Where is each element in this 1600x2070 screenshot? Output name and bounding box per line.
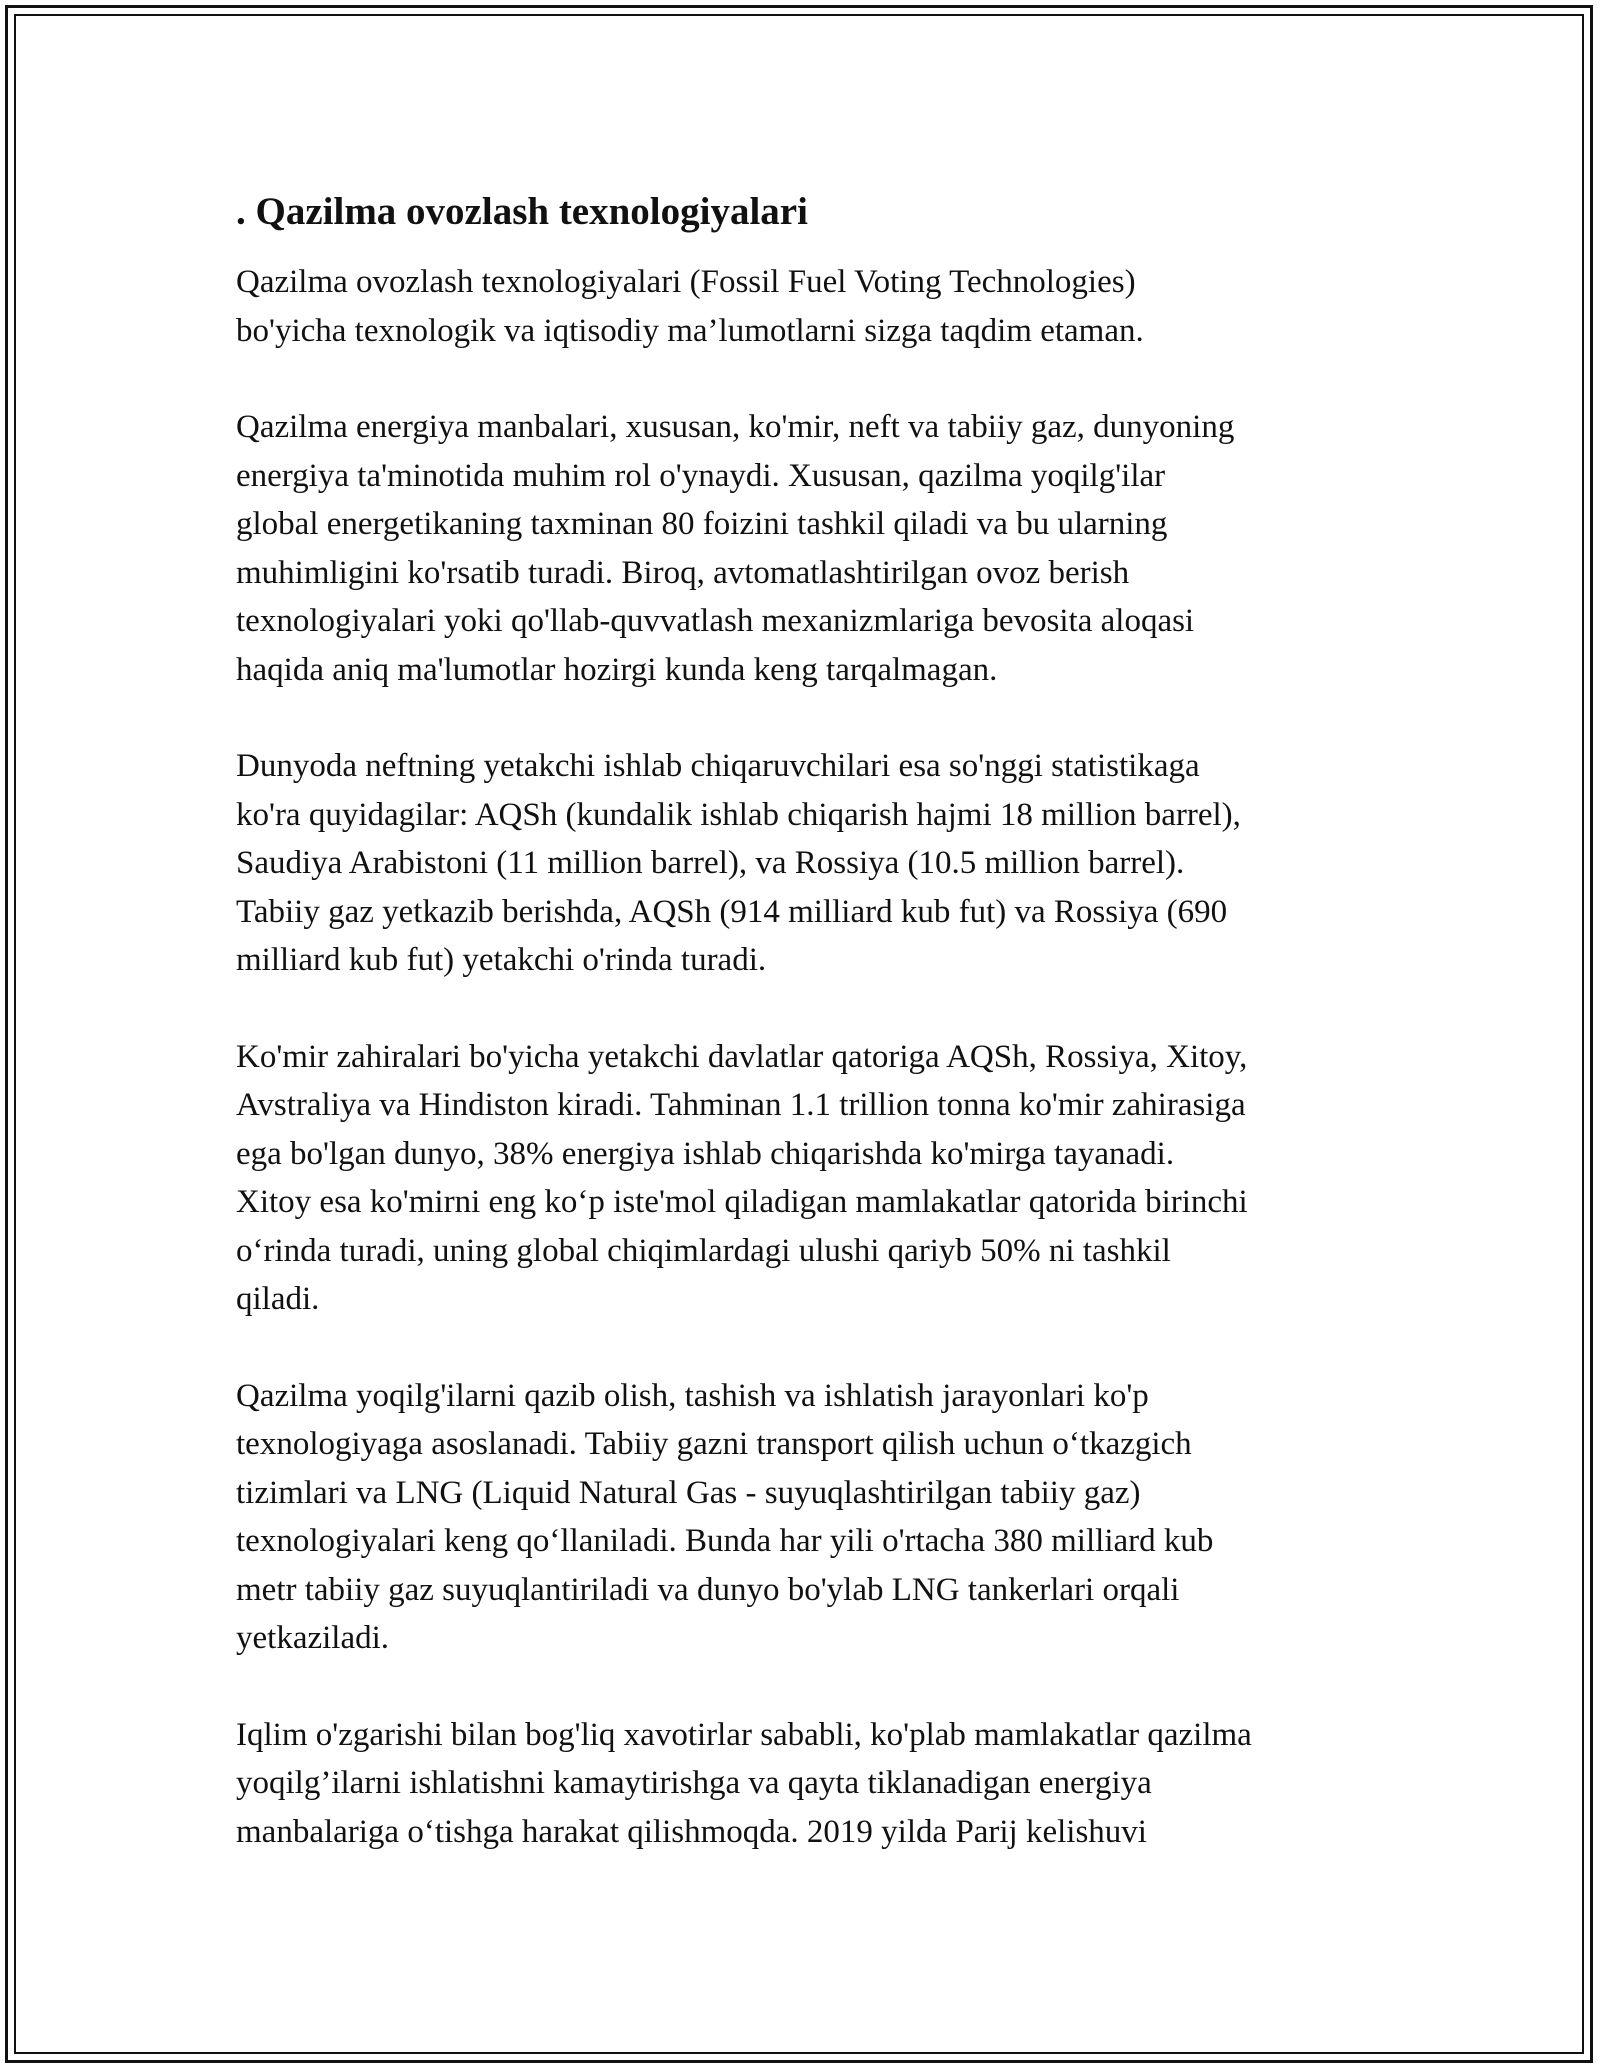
paragraph-line: tizimlari va LNG (Liquid Natural Gas - suyuqlashtirilgan tabiiy gaz) (236, 1474, 1141, 1511)
paragraph-line: bo'yicha texnologik va iqtisodiy ma’lumotlarni sizga taqdim etaman. (236, 312, 1144, 349)
paragraph-line: texnologiyalari keng qo‘llaniladi. Bunda har yili o'rtacha 380 milliard kub (236, 1523, 1214, 1559)
paragraph-line: Iqlim o'zgarishi bilan bog'liq xavotirlar sababli, ko'plab mamlakatlar qazilma (236, 1716, 1252, 1753)
paragraph-line: Ko'mir zahiralari bo'yicha yetakchi davlatlar qatoriga AQSh, Rossiya, Xitoy, (236, 1038, 1248, 1075)
paragraph-line: manbalariga o‘tishga harakat qilishmoqda. 2019 yilda Parij kelishuvi (236, 1813, 1147, 1850)
paragraph-line: Tabiiy gaz yetkazib berishda, AQSh (914 milliard kub fut) va Rossiya (690 (236, 893, 1228, 930)
paragraph-line: yoqilg’ilarni ishlatishni kamaytirishga va qayta tiklanadigan energiya (236, 1765, 1152, 1801)
paragraph-line: energiya ta'minotida muhim rol o'ynaydi. Xususan, qazilma yoqilg'ilar (236, 457, 1166, 494)
paragraph-line: yetkaziladi. (236, 1620, 390, 1656)
paragraph-line: Qazilma energiya manbalari, xususan, ko'mir, neft va tabiiy gaz, dunyoning (236, 409, 1235, 445)
paragraph (236, 258, 1376, 355)
paragraph-line: Avstraliya va Hindiston kiradi. Tahminan 1.1 trillion tonna ko'mir zahirasiga (236, 1087, 1246, 1123)
paragraph-line: qiladi. (236, 1281, 320, 1317)
paragraph-line: texnologiyalari yoki qo'llab-quvvatlash mexanizmlariga bevosita aloqasi (236, 603, 1195, 639)
document-title: . Qazilma ovozlash texnologiyalari (236, 190, 808, 233)
paragraph-line: Qazilma yoqilg'ilarni qazib olish, tashish va ishlatish jarayonlari ko'p (236, 1377, 1149, 1414)
paragraph (236, 1711, 1376, 1857)
paragraph-line: muhimligini ko'rsatib turadi. Biroq, avtomatlashtirilgan ovoz berish (236, 554, 1130, 591)
paragraph-line: metr tabiiy gaz suyuqlantiriladi va dunyo bo'ylab LNG tankerlari orqali (236, 1571, 1180, 1608)
paragraph-list (236, 258, 1376, 1856)
paragraph-line: o‘rinda turadi, uning global chiqimlardagi ulushi qariyb 50% ni tashkil (236, 1232, 1171, 1269)
paragraph-line: Saudiya Arabistoni (11 million barrel), va Rossiya (10.5 million barrel). (236, 845, 1185, 881)
paragraph-line: haqida aniq ma'lumotlar hozirgi kunda keng tarqalmagan. (236, 651, 998, 688)
paragraph-line: ega bo'lgan dunyo, 38% energiya ishlab chiqarishda ko'mirga tayanadi. (236, 1135, 1175, 1172)
paragraph (236, 403, 1376, 694)
paragraph-line: Dunyoda neftning yetakchi ishlab chiqaruvchilari esa so'nggi statistikaga (236, 748, 1200, 784)
paragraph (236, 1033, 1376, 1324)
paragraph (236, 1372, 1376, 1663)
paragraph-line: global energetikaning taxminan 80 foizini tashkil qiladi va bu ularning (236, 506, 1168, 542)
paragraph-line: Qazilma ovozlash texnologiyalari (Fossil Fuel Voting Technologies) (236, 264, 1136, 300)
paragraph-line: milliard kub fut) yetakchi o'rinda turadi. (236, 942, 767, 978)
paragraph-line: ko'ra quyidagilar: AQSh (kundalik ishlab chiqarish hajmi 18 million barrel), (236, 796, 1241, 833)
document-body (236, 186, 1376, 1904)
paragraph (236, 742, 1376, 985)
paragraph-line: texnologiyaga asoslanadi. Tabiiy gazni transport qilish uchun o‘tkazgich (236, 1426, 1192, 1462)
paragraph-line: Xitoy esa ko'mirni eng ko‘p iste'mol qiladigan mamlakatlar qatorida birinchi (236, 1184, 1248, 1220)
